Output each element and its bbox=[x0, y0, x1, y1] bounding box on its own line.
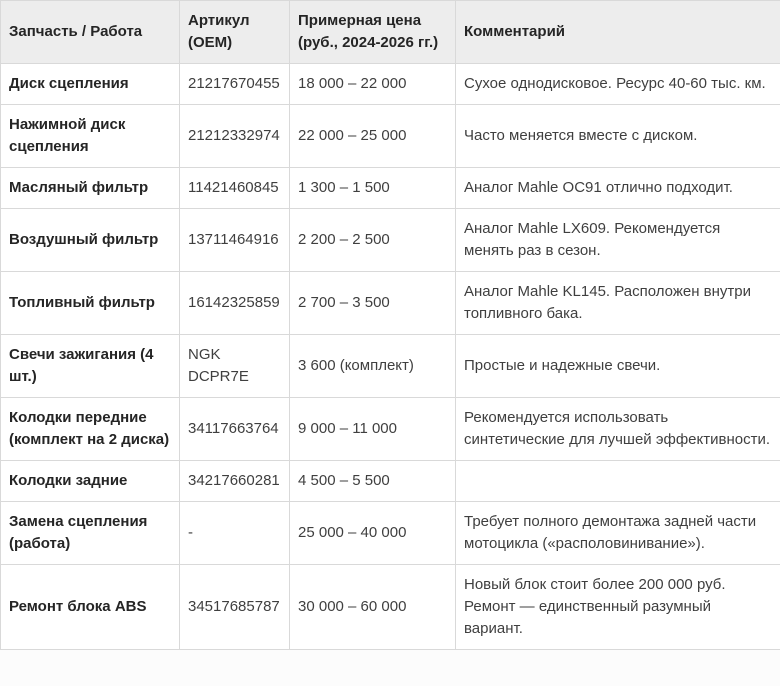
cell-part-name: Масляный фильтр bbox=[1, 168, 180, 209]
cell-part-name: Нажимной диск сцепления bbox=[1, 105, 180, 168]
table-body bbox=[1, 64, 780, 650]
cell-oem: 34217660281 bbox=[180, 461, 290, 502]
column-header-oem: Артикул (OEM) bbox=[180, 1, 290, 64]
cell-price: 9 000 – 11 000 bbox=[290, 398, 456, 461]
cell-part-name: Воздушный фильтр bbox=[1, 209, 180, 272]
cell-oem: 16142325859 bbox=[180, 272, 290, 335]
table-row bbox=[1, 565, 780, 650]
cell-part-name: Свечи зажигания (4 шт.) bbox=[1, 335, 180, 398]
cell-comment: Аналог Mahle OC91 отлично подходит. bbox=[456, 168, 780, 209]
cell-comment: Аналог Mahle KL145. Расположен внутри топливного бака. bbox=[456, 272, 780, 335]
cell-part-name: Замена сцепления (работа) bbox=[1, 502, 180, 565]
cell-comment bbox=[456, 461, 780, 502]
column-header-price: Примерная цена (руб., 2024-2026 гг.) bbox=[290, 1, 456, 64]
table-row bbox=[1, 335, 780, 398]
table-row bbox=[1, 461, 780, 502]
column-header-comment: Комментарий bbox=[456, 1, 780, 64]
table-row bbox=[1, 64, 780, 105]
cell-comment: Сухое однодисковое. Ресурс 40-60 тыс. км. bbox=[456, 64, 780, 105]
cell-oem: 34117663764 bbox=[180, 398, 290, 461]
cell-part-name: Колодки передние (комплект на 2 диска) bbox=[1, 398, 180, 461]
cell-oem: 21217670455 bbox=[180, 64, 290, 105]
cell-comment: Требует полного демонтажа задней части мотоцикла («располовинивание»). bbox=[456, 502, 780, 565]
cell-oem: NGK DCPR7E bbox=[180, 335, 290, 398]
cell-part-name: Диск сцепления bbox=[1, 64, 180, 105]
cell-comment: Простые и надежные свечи. bbox=[456, 335, 780, 398]
table-row bbox=[1, 502, 780, 565]
cell-comment: Аналог Mahle LX609. Рекомендуется менять раз в сезон. bbox=[456, 209, 780, 272]
cell-oem: 34517685787 bbox=[180, 565, 290, 650]
table-row bbox=[1, 209, 780, 272]
cell-part-name: Колодки задние bbox=[1, 461, 180, 502]
cell-oem: 21212332974 bbox=[180, 105, 290, 168]
cell-oem: - bbox=[180, 502, 290, 565]
cell-price: 2 200 – 2 500 bbox=[290, 209, 456, 272]
cell-oem: 11421460845 bbox=[180, 168, 290, 209]
cell-price: 30 000 – 60 000 bbox=[290, 565, 456, 650]
table-row bbox=[1, 168, 780, 209]
cell-part-name: Ремонт блока ABS bbox=[1, 565, 180, 650]
cell-price: 3 600 (комплект) bbox=[290, 335, 456, 398]
cell-price: 1 300 – 1 500 bbox=[290, 168, 456, 209]
table-row bbox=[1, 105, 780, 168]
cell-comment: Рекомендуется использовать синтетические для лучшей эффективности. bbox=[456, 398, 780, 461]
cell-price: 25 000 – 40 000 bbox=[290, 502, 456, 565]
table-row bbox=[1, 398, 780, 461]
cell-part-name: Топливный фильтр bbox=[1, 272, 180, 335]
cell-comment: Часто меняется вместе с диском. bbox=[456, 105, 780, 168]
cell-price: 18 000 – 22 000 bbox=[290, 64, 456, 105]
header-row bbox=[1, 1, 780, 64]
column-header-part: Запчасть / Работа bbox=[1, 1, 180, 64]
cell-oem: 13711464916 bbox=[180, 209, 290, 272]
table-row bbox=[1, 272, 780, 335]
table-header bbox=[1, 1, 780, 64]
cell-price: 2 700 – 3 500 bbox=[290, 272, 456, 335]
cell-price: 4 500 – 5 500 bbox=[290, 461, 456, 502]
cell-comment: Новый блок стоит более 200 000 руб. Ремонт — единственный разумный вариант. bbox=[456, 565, 780, 650]
cell-price: 22 000 – 25 000 bbox=[290, 105, 456, 168]
